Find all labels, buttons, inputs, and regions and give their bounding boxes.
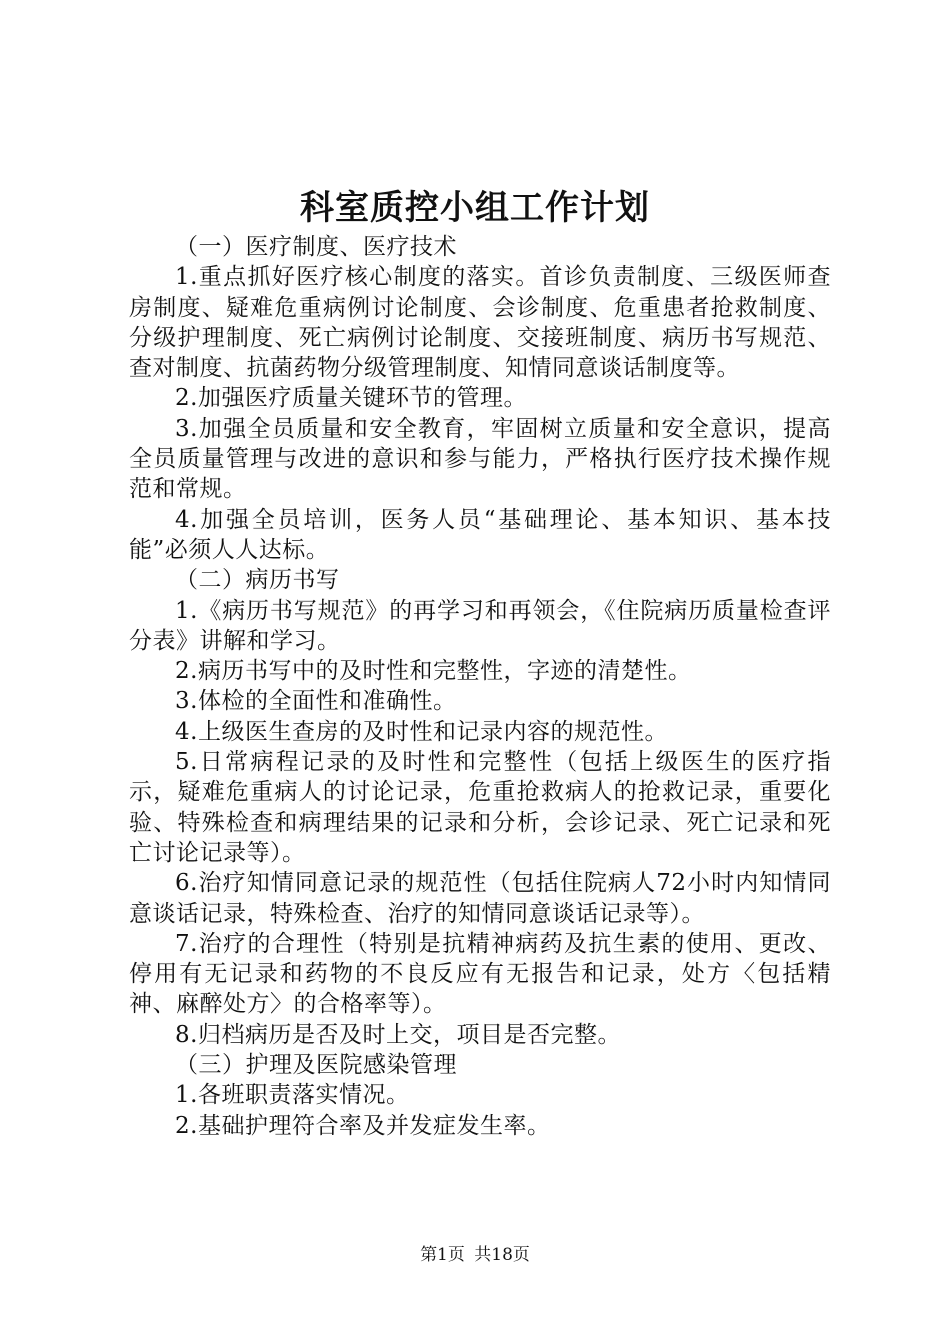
document-title: 科室质控小组工作计划 [300,188,650,228]
section-heading: （一）医疗制度、医疗技术 [175,234,457,260]
list-item: 5.日常病程记录的及时性和完整性（包括上级医生的医疗指示，疑难危重病人的讨论记录，危重抢救病人的抢救记录，重要化验、特殊检查和病理结果的记录和分析，会诊记录、死亡记录和死亡讨论记录等）。 [129,749,831,866]
list-item: 6.治疗知情同意记录的规范性（包括住院病人72小时内知情同意谈话记录，特殊检查、治疗的知情同意谈话记录等）。 [129,870,831,927]
list-item: 3.体检的全面性和准确性。 [175,688,457,715]
list-item: 2.加强医疗质量关键环节的管理。 [175,385,527,412]
list-item: 3.加强全员质量和安全教育，牢固树立质量和安全意识，提高全员质量管理与改进的意识和参与能力，严格执行医疗技术操作规范和常规。 [129,415,831,503]
list-item: 4.加强全员培训，医务人员“基础理论、基本知识、基本技能”必须人人达标。 [129,506,831,563]
page-total: 共18页 [474,1245,530,1265]
page-number: 第1页 [420,1245,465,1265]
section-heading: （三）护理及医院感染管理 [175,1052,457,1079]
list-item: 7.治疗的合理性（特别是抗精神病药及抗生素的使用、更改、停用有无记录和药物的不良反应有无报告和记录，处方〈包括精神、麻醉处方〉的合格率等）。 [129,930,831,1018]
list-item: 4.上级医生查房的及时性和记录内容的规范性。 [175,718,668,745]
list-item: 8.归档病历是否及时上交，项目是否完整。 [175,1021,621,1048]
list-item: 2.基础护理符合率及并发症发生率。 [175,1112,551,1139]
document-body [129,232,831,1141]
page-footer [0,1243,950,1267]
list-item: 2.病历书写中的及时性和完整性，字迹的清楚性。 [175,658,692,685]
list-item: 1.《病历书写规范》的再学习和再领会，《住院病历质量检查评分表》讲解和学习。 [129,597,831,654]
section-heading: （二）病历书写 [175,567,340,594]
list-item: 1.各班职责落实情况。 [175,1082,410,1109]
list-item: 1.重点抓好医疗核心制度的落实。首诊负责制度、三级医师查房制度、疑难危重病例讨论制度、会诊制度、危重患者抢救制度、分级护理制度、死亡病例讨论制度、交接班制度、病历书写规范、查对制度、抗菌药物分级管理制度、知情同意谈话制度等。 [129,264,831,382]
